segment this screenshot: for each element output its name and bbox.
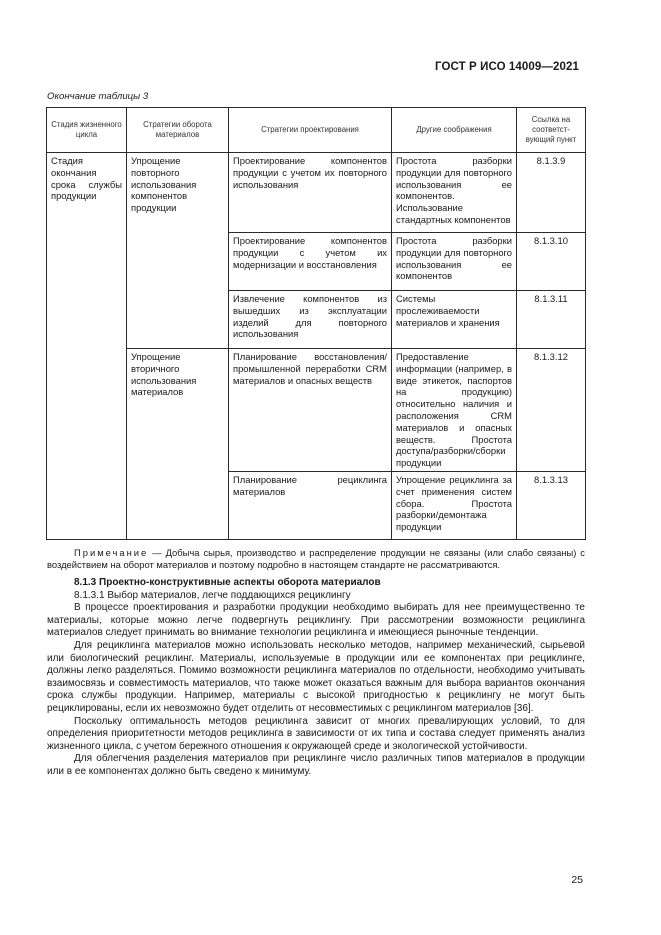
paragraph: Для рециклинга материалов можно использовать несколько методов, например механический, сырьевой или биологический рециклинг. Материалы, используемые в продукции или ее компонентах при рециклинге, должны легко разделяться. Помимо возможности рециклинга материалов по отдельности, необходимо учитывать взаимосвязь и совместимость материалов, что также может оказаться важным для выбора вариантов окончания срока службы продукции. Например, материалы с высокой пригодностью к рециклингу не могут быть рециклированы, если их невозможно будет отделить от несовместимых с рециклингом материалов [36].	[47, 639, 585, 714]
other-cell: Упрощение рециклинга за счет применения систем сбора. Простота разборки/демонтажа продукции	[392, 471, 517, 539]
subsection-heading: 8.1.3.1 Выбор материалов, легче поддающихся рециклингу	[74, 589, 351, 601]
col-header-strategy: Стратегии оборота материалов	[127, 108, 229, 153]
strategy-cell: Упрощение вторичного использования материалов	[127, 349, 229, 540]
col-header-stage: Стадия жизненного цикла	[47, 108, 127, 153]
other-cell: Системы прослеживаемости материалов и хранения	[392, 291, 517, 349]
materials-table	[46, 107, 586, 540]
paragraph: Поскольку оптимальность методов рециклинга зависит от многих превалирующих условий, то для определения приоритетности методов рециклинга в зависимости от их типа и состава следует применять анализ жизненного цикла, с учетом бережного отношения к окружающей среде и экологической устойчивости.	[47, 715, 585, 752]
ref-cell: 8.1.3.9	[517, 153, 586, 233]
other-cell: Предоставление информации (например, в виде этикеток, паспортов на продукцию) относительно наличия и расположения CRM материалов и опасных веществ. Простота доступа/разборки/сборки продукции	[392, 349, 517, 472]
paragraph: Для облегчения разделения материалов при рециклинге число различных типов материалов в продукции или в ее компонентах должно быть сведено к минимуму.	[47, 753, 585, 777]
table-note	[47, 547, 585, 571]
col-header-ref: Ссылка на соответст-вующий пункт	[517, 108, 586, 153]
ref-cell: 8.1.3.13	[517, 471, 586, 539]
col-header-design: Стратегии проектирования	[229, 108, 392, 153]
paragraph: В процессе проектирования и разработки продукции необходимо выбирать для нее преимущественно те материалы, которые можно легче подвергнуть рециклингу. При рассмотрении возможности рециклинга материалов следует принимать во внимание технологии рециклинга и имеющиеся рыночные тенденции.	[47, 602, 585, 639]
page-number: 25	[571, 874, 583, 886]
ref-cell: 8.1.3.10	[517, 233, 586, 291]
table-row	[47, 349, 586, 472]
design-cell: Проектирование компонентов продукции с учетом их модернизации и восстановления	[229, 233, 392, 291]
ref-cell: 8.1.3.11	[517, 291, 586, 349]
note-label: Примечание	[74, 547, 149, 558]
other-cell: Простота разборки продукции для повторного использования ее компонентов. Использование стандартных компонентов	[392, 153, 517, 233]
design-cell: Проектирование компонентов продукции с учетом их повторного использования	[229, 153, 392, 233]
strategy-cell: Упрощение повторного использования компонентов продукции	[127, 153, 229, 349]
section-body	[47, 577, 585, 779]
note-text: — Добыча сырья, производство и распределение продукции не связаны (или слабо связаны) с воздействием на оборот материалов и поэтому подробно в настоящем стандарте не рассматриваются.	[47, 547, 585, 570]
document-id: ГОСТ Р ИСО 14009—2021	[434, 61, 579, 73]
table-row	[47, 153, 586, 233]
stage-cell: Стадия окончания срока службы продукции	[47, 153, 127, 540]
other-cell: Простота разборки продукции для повторного использования ее компонентов	[392, 233, 517, 291]
table-header-row	[47, 108, 586, 153]
table-caption: Окончание таблицы 3	[47, 91, 149, 102]
design-cell: Планирование восстановления/промышленной переработки CRM материалов и опасных веществ	[229, 349, 392, 472]
design-cell: Планирование рециклинга материалов	[229, 471, 392, 539]
ref-cell: 8.1.3.12	[517, 349, 586, 472]
section-heading: 8.1.3 Проектно-конструктивные аспекты оборота материалов	[74, 577, 381, 588]
design-cell: Извлечение компонентов из вышедших из эксплуатации изделий для повторного использования	[229, 291, 392, 349]
col-header-other: Другие соображения	[392, 108, 517, 153]
